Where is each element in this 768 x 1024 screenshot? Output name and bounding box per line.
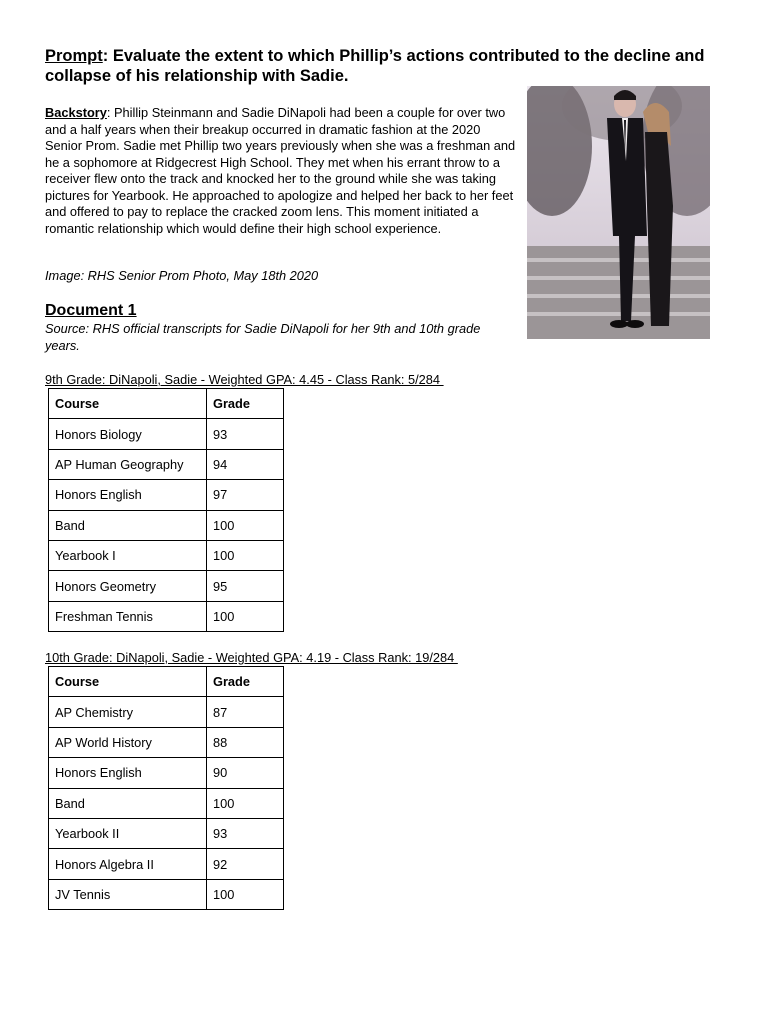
image-caption: Image: RHS Senior Prom Photo, May 18th 2020 [45,268,319,283]
course-cell: Freshman Tennis [49,601,207,631]
course-cell: Honors Geometry [49,571,207,601]
table-row [49,727,284,757]
table-row [49,419,284,449]
prompt-label: Prompt [45,47,103,65]
course-cell: AP Human Geography [49,449,207,479]
table-header-row [49,389,284,419]
table-header-cell: Grade [207,389,284,419]
grade-cell: 100 [207,788,284,818]
table-row [49,879,284,909]
grade-cell: 100 [207,510,284,540]
table-row [49,540,284,570]
table-header-cell: Grade [207,667,284,697]
course-cell: Band [49,788,207,818]
prompt-heading [45,46,735,86]
course-cell: Honors Biology [49,419,207,449]
table-row [49,601,284,631]
course-cell: Honors English [49,758,207,788]
grade-cell: 97 [207,480,284,510]
table-row [49,697,284,727]
grade10-heading: 10th Grade: DiNapoli, Sadie - Weighted GPA: 4.19 - Class Rank: 19/284 [45,650,458,665]
table-row [49,571,284,601]
document-1-source: Source: RHS official transcripts for Sadie DiNapoli for her 9th and 10th grade years. [45,321,481,353]
grade-cell: 95 [207,571,284,601]
grade-cell: 100 [207,601,284,631]
course-cell: Honors English [49,480,207,510]
prompt-text: : Evaluate the extent to which Phillip’s actions contributed to the decline and collapse of his relationship with Sadie. [45,47,705,85]
prom-photo-illustration [527,86,710,339]
grade-cell: 100 [207,540,284,570]
table-row [49,449,284,479]
table-header-cell: Course [49,667,207,697]
grade-cell: 87 [207,697,284,727]
course-cell: Honors Algebra II [49,849,207,879]
prom-photo [527,86,710,339]
table-header-cell: Course [49,389,207,419]
grade-cell: 92 [207,849,284,879]
grade10-table [48,666,284,910]
course-cell: Yearbook I [49,540,207,570]
course-cell: Band [49,510,207,540]
table-row [49,788,284,818]
table-row [49,510,284,540]
table-row [49,818,284,848]
course-cell: JV Tennis [49,879,207,909]
document-1-title: Document 1 [45,302,137,319]
grade-cell: 100 [207,879,284,909]
grade-cell: 93 [207,419,284,449]
backstory-text: : Phillip Steinmann and Sadie DiNapoli had been a couple for over two and a half years when their breakup occurred in dramatic fashion at the 2020 Senior Prom. Sadie met Phillip two years previously when she was a freshman and he a sophomore at Ridgecrest High School. They met when his errant throw to a receiver flew onto the track and knocked her to the ground while she was taking pictures for Yearbook. He approached to apologize and helped her back to her feet and offered to pay to replace the cracked zoom lens. This moment initiated a romantic relationship which would define their high school experience. [45,105,516,236]
course-cell: AP World History [49,727,207,757]
grade9-table [48,388,284,632]
course-cell: AP Chemistry [49,697,207,727]
backstory-label: Backstory [45,105,107,120]
table-row [49,758,284,788]
grade9-heading: 9th Grade: DiNapoli, Sadie - Weighted GPA: 4.45 - Class Rank: 5/284 [45,372,444,387]
table-row [49,480,284,510]
grade-cell: 94 [207,449,284,479]
grade-cell: 88 [207,727,284,757]
grade-cell: 90 [207,758,284,788]
backstory-paragraph [45,105,517,237]
grade-cell: 93 [207,818,284,848]
course-cell: Yearbook II [49,818,207,848]
table-row [49,849,284,879]
table-header-row [49,667,284,697]
